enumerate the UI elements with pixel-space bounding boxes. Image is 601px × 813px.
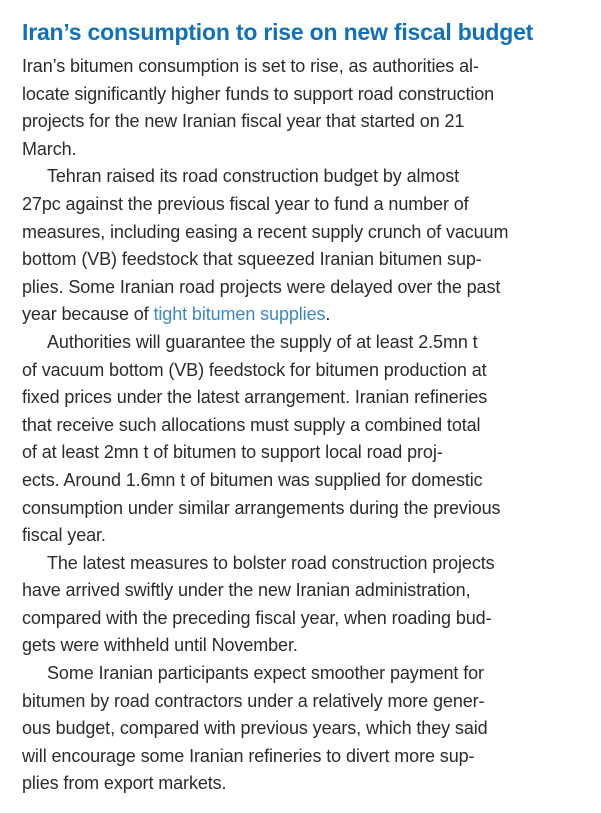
- text-segment: 27pc against the previous fiscal year to fund a number of: [22, 193, 469, 214]
- text-segment: of vacuum bottom (VB) feedstock for bitumen production at: [22, 359, 487, 380]
- text-line: [22, 550, 581, 578]
- text-segment: plies. Some Iranian road projects were delayed over the past: [22, 276, 501, 297]
- text-line: [22, 770, 581, 798]
- text-line: [22, 301, 581, 329]
- text-line: [22, 577, 581, 605]
- text-line: [22, 329, 581, 357]
- text-segment: Tehran raised its road construction budget by almost: [47, 166, 460, 187]
- text-line: [22, 743, 581, 771]
- text-segment: fixed prices under the latest arrangement. Iranian refineries: [22, 387, 488, 408]
- text-segment: projects for the new Iranian fiscal year that started on 21: [22, 111, 465, 132]
- text-segment: compared with the preceding fiscal year, when roading bud-: [22, 607, 492, 628]
- text-line: [22, 605, 581, 633]
- text-segment: have arrived swiftly under the new Iranian administration,: [22, 580, 471, 601]
- text-line: [22, 522, 581, 550]
- text-segment: Iran’s bitumen consumption is set to rise, as authorities al-: [22, 56, 479, 76]
- text-segment: ects. Around 1.6mn t of bitumen was supplied for domestic: [22, 469, 483, 490]
- text-line: [22, 53, 581, 81]
- text-line: [22, 660, 581, 688]
- text-line: [22, 412, 581, 440]
- text-segment: fiscal year.: [22, 525, 106, 546]
- text-segment: Authorities will guarantee the supply of at least 2.5mn t: [47, 331, 478, 352]
- text-line: [22, 246, 581, 274]
- text-line: [22, 467, 581, 495]
- text-line: [22, 136, 581, 164]
- text-segment: ous budget, compared with previous years, which they said: [22, 718, 488, 739]
- text-segment: will encourage some Iranian refineries to divert more sup-: [22, 745, 475, 766]
- article-headline: Iran’s consumption to rise on new fiscal budget: [22, 19, 534, 45]
- text-segment: that receive such allocations must supply a combined total: [22, 414, 481, 435]
- text-segment: locate significantly higher funds to support road construction: [22, 83, 495, 104]
- article-body: [22, 53, 581, 798]
- text-segment: .: [325, 304, 331, 325]
- text-segment: bitumen by road contractors under a relatively more gener-: [22, 690, 485, 711]
- text-segment: The latest measures to bolster road construction projects: [47, 552, 495, 573]
- bitumen-supplies-link[interactable]: tight bitumen supplies: [153, 304, 326, 325]
- text-segment: year because of: [22, 304, 154, 325]
- text-line: [22, 191, 581, 219]
- text-segment: Some Iranian participants expect smoother payment for: [47, 663, 484, 684]
- text-line: [22, 274, 581, 302]
- text-segment: gets were withheld until November.: [22, 635, 298, 656]
- text-segment: bottom (VB) feedstock that squeezed Iranian bitumen sup-: [22, 249, 482, 270]
- text-segment: of at least 2mn t of bitumen to support local road proj-: [22, 442, 443, 463]
- text-line: [22, 357, 581, 385]
- text-line: [22, 81, 581, 109]
- text-line: [22, 219, 581, 247]
- text-line: [22, 715, 581, 743]
- text-line: [22, 384, 581, 412]
- text-line: [22, 632, 581, 660]
- text-segment: plies from export markets.: [22, 773, 227, 794]
- text-segment: measures, including easing a recent supply crunch of vacuum: [22, 221, 509, 242]
- text-line: [22, 163, 581, 191]
- text-line: [22, 688, 581, 716]
- text-segment: consumption under similar arrangements during the previous: [22, 497, 501, 518]
- text-segment: March.: [22, 138, 77, 159]
- text-line: [22, 495, 581, 523]
- text-line: [22, 108, 581, 136]
- text-line: [22, 439, 581, 467]
